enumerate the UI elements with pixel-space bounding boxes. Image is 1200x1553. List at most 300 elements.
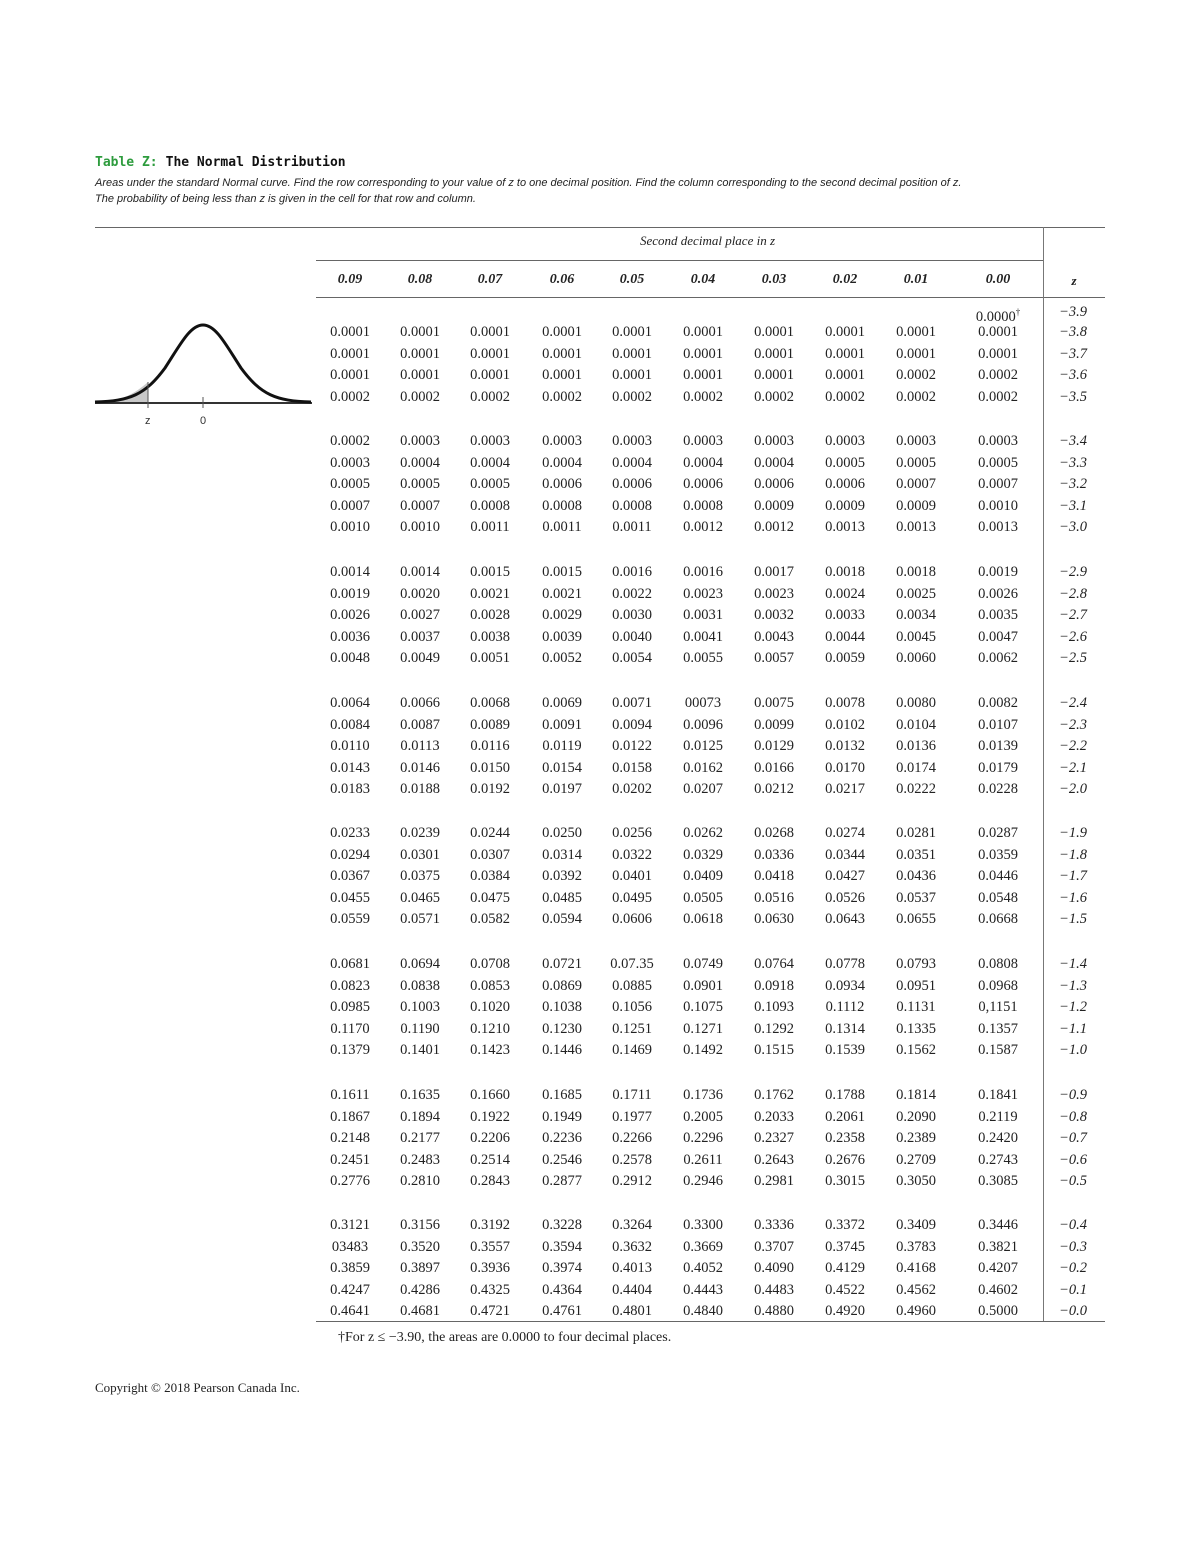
table-heading	[95, 155, 346, 170]
z-column-header: z	[1071, 273, 1077, 288]
table-cell: 0.1977	[612, 1108, 652, 1125]
table-cell: 0.0044	[825, 628, 865, 645]
table-cell: 0.0681	[330, 956, 370, 972]
table-cell: 0.1492	[683, 1042, 723, 1058]
table-cell: 0.0005	[400, 476, 440, 492]
table-cell: 0.2709	[896, 1151, 936, 1168]
table-cell: 0.0003	[754, 433, 794, 449]
table-cell: 0.0869	[542, 977, 582, 994]
table-cell: 0.0001	[400, 345, 440, 362]
row-z-value: −2.0	[1059, 781, 1087, 797]
row-z-value: −2.3	[1059, 716, 1087, 733]
table-cell: 0.0314	[542, 846, 582, 863]
table-cell: 0.0548	[978, 889, 1018, 906]
table-cell: 0.0052	[542, 650, 582, 666]
table-cell: 0.0668	[978, 911, 1018, 927]
table-cell: 0.0003	[542, 433, 582, 449]
table-cell: 0.0197	[542, 781, 582, 797]
table-cell: 0.0250	[542, 825, 582, 841]
table-cell: 0.1685	[542, 1087, 582, 1103]
table-cell: 0.0017	[754, 564, 794, 580]
table-cell: 0.0012	[683, 519, 723, 535]
table-cell: 0.0188	[400, 781, 440, 797]
table-cell: 0.0901	[683, 977, 723, 994]
table-cell: 0.0008	[470, 497, 510, 514]
table-title: The Normal Distribution	[165, 155, 346, 170]
table-cell: 0.0094	[612, 716, 652, 733]
description-line-1: Areas under the standard Normal curve. Find the row corresponding to your value of z to one decimal position. Find the column corresponding to the second decimal position of z.	[95, 177, 962, 189]
table-cell: 0.1867	[330, 1108, 370, 1125]
table-cell: 0.3707	[754, 1238, 794, 1255]
table-cell: 0.2266	[612, 1130, 652, 1146]
table-cell: 0.2420	[978, 1130, 1018, 1146]
table-cell: 0.2578	[612, 1151, 652, 1168]
table-cell: 0.0001	[470, 324, 510, 340]
table-cell: 0.0001	[896, 345, 936, 362]
table-cell: 0.0040	[612, 628, 652, 645]
table-cell: 0.0001	[612, 345, 652, 362]
table-cell: 0.4761	[542, 1303, 582, 1319]
table-cell: 0.0028	[470, 607, 510, 623]
table-cell: 0.4247	[330, 1281, 370, 1298]
table-cell: 0.3821	[978, 1238, 1018, 1255]
table-cell: 0.0036	[330, 628, 370, 645]
table-cell: 0.0048	[330, 650, 370, 666]
table-cell: 0.0359	[978, 846, 1018, 863]
table-cell: 0.4207	[978, 1260, 1018, 1276]
table-cell: 0.0001	[683, 324, 723, 340]
table-cell: 0.0026	[978, 585, 1018, 602]
table-cell: 0.0008	[683, 497, 723, 514]
table-cell: 0.0183	[330, 781, 370, 797]
table-cell: 0.0594	[542, 911, 582, 927]
table-cell: 0.0001	[896, 324, 936, 340]
table-cell: 0.0166	[754, 759, 794, 776]
table-cell: 0.2327	[754, 1130, 794, 1146]
table-cell: 0.4641	[330, 1303, 370, 1319]
row-z-value: −2.1	[1059, 759, 1087, 776]
table-cell: 0.0001	[330, 367, 370, 383]
first-row-number: 0.0000	[975, 308, 1016, 325]
normal-curve-figure	[90, 300, 320, 430]
table-cell: 0.2643	[754, 1151, 794, 1168]
table-cell: 0.0039	[542, 628, 582, 645]
table-cell: 0.0001	[978, 324, 1018, 340]
table-cell: 0.0003	[978, 433, 1018, 449]
table-cell: 0.0244	[470, 825, 510, 841]
table-cell: 0.2776	[330, 1173, 370, 1189]
table-cell: 0.2981	[754, 1173, 794, 1189]
table-cell: 0.1056	[612, 999, 652, 1015]
table-cell: 0.0002	[683, 388, 723, 405]
table-cell: 0.0006	[683, 476, 723, 492]
table-cell: 0.4960	[896, 1303, 936, 1319]
column-header: 0.01	[903, 272, 929, 287]
table-cell: 0.0001	[612, 324, 652, 340]
table-cell: 0.0038	[470, 628, 510, 645]
table-cell: 0.2946	[683, 1173, 723, 1189]
table-cell: 0.0401	[612, 868, 652, 884]
table-cell: 0.1314	[825, 1020, 865, 1037]
table-cell: 0.1251	[612, 1020, 652, 1037]
table-cell: 0.3050	[896, 1173, 936, 1189]
bell-curve	[95, 325, 311, 402]
table-cell: 0.0582	[470, 911, 510, 927]
table-cell: 0.4052	[683, 1260, 723, 1276]
row-z-value: −1.0	[1059, 1042, 1087, 1058]
table-cell: 0.1112	[825, 999, 865, 1015]
table-cell: 0.2483	[400, 1151, 440, 1168]
table-cell: 0.0375	[400, 868, 440, 884]
table-cell: 0.0409	[683, 868, 723, 884]
table-cell: 0.0006	[825, 476, 865, 492]
curve-z-label: z	[145, 415, 151, 427]
table-cell: 0.1539	[825, 1042, 865, 1058]
table-cell: 0.4483	[754, 1281, 794, 1298]
table-cell: 0.0643	[825, 911, 865, 927]
table-cell: 0.3745	[825, 1238, 865, 1255]
table-cell: 0.0051	[470, 650, 510, 666]
table-cell: 0.0233	[330, 825, 370, 841]
table-cell: 0.4325	[470, 1281, 510, 1298]
table-cell: 0.1587	[978, 1042, 1018, 1058]
table-cell: 0.4364	[542, 1281, 582, 1298]
table-cell: 0.0004	[542, 454, 582, 471]
table-cell: 0.0322	[612, 846, 652, 863]
table-cell: 0.0256	[612, 825, 652, 841]
table-cell: 0.0099	[754, 716, 794, 733]
table-cell: 0.0004	[754, 454, 794, 471]
table-cell: 0.2546	[542, 1151, 582, 1168]
table-cell: 0.3520	[400, 1238, 440, 1255]
table-cell: 0.1020	[470, 999, 510, 1015]
table-cell: 0.0571	[400, 911, 440, 927]
table-cell: 0.2236	[542, 1130, 582, 1146]
table-cell: 0.0069	[542, 695, 582, 711]
table-cell: 0.0005	[825, 454, 865, 471]
table-cell: 0.0793	[896, 956, 936, 972]
table-cell: 0.2676	[825, 1151, 865, 1168]
table-cell: 0.2389	[896, 1130, 936, 1146]
table-cell: 0.4286	[400, 1281, 440, 1298]
table-cell: 0.2611	[683, 1151, 723, 1168]
table-cell: 0.0029	[542, 607, 582, 623]
table-cell: 0.0003	[683, 433, 723, 449]
table-cell: 0.2061	[825, 1108, 865, 1125]
table-cell: 0.0010	[978, 497, 1018, 514]
table-cell: 0.0007	[896, 476, 936, 492]
table-cell: 0.0139	[978, 738, 1018, 754]
table-cell: 0.0054	[612, 650, 652, 666]
table-cell: 0.1814	[896, 1087, 936, 1103]
table-cell: 0.0934	[825, 977, 865, 994]
table-cell: 0.0968	[978, 977, 1018, 994]
table-cell: 0.3300	[683, 1217, 723, 1233]
table-cell: 0.0025	[896, 585, 936, 602]
table-cell: 0.3228	[542, 1217, 582, 1233]
table-cell: 0.0003	[400, 433, 440, 449]
table-cell: 0.0274	[825, 825, 865, 841]
table-cell: 0.4721	[470, 1303, 510, 1319]
table-cell: 0.0630	[754, 911, 794, 927]
table-cell: 0.0014	[400, 564, 440, 580]
table-cell: 0.0446	[978, 868, 1018, 884]
table-cell: 0.0262	[683, 825, 723, 841]
table-cell: 0.0495	[612, 889, 652, 906]
table-cell: 0.0212	[754, 781, 794, 797]
super-header: Second decimal place in z	[640, 233, 776, 248]
table-cell: 0.0853	[470, 977, 510, 994]
table-cell: 0.0003	[825, 433, 865, 449]
table-cell: 0.0023	[754, 585, 794, 602]
table-cell: 0.0010	[400, 519, 440, 535]
table-cell: 0.0089	[470, 716, 510, 733]
table-cell: 0.0005	[330, 476, 370, 492]
table-cell: 0.1075	[683, 999, 723, 1015]
table-cell: 0.0057	[754, 650, 794, 666]
table-cell: 0.3015	[825, 1173, 865, 1189]
table-cell: 0.1401	[400, 1042, 440, 1058]
table-cell: 0.3192	[470, 1217, 510, 1233]
table-cell: 0.1922	[470, 1108, 510, 1125]
table-cell: 0.1093	[754, 999, 794, 1015]
column-header: 0.03	[761, 272, 787, 287]
footnote: †For z ≤ −3.90, the areas are 0.0000 to four decimal places.	[338, 1330, 672, 1345]
table-cell: 0.07.35	[610, 956, 654, 972]
table-cell: 0.2743	[978, 1151, 1018, 1168]
table-cell: 0.1635	[400, 1087, 440, 1103]
table-cell: 0.0239	[400, 825, 440, 841]
table-cell: 0.0091	[542, 716, 582, 733]
table-cell: 0.0008	[542, 497, 582, 514]
table-cell: 0.0119	[542, 738, 582, 754]
table-cell: 0.2296	[683, 1130, 723, 1146]
table-cell: 0.0192	[470, 781, 510, 797]
table-cell: 0.0062	[978, 650, 1018, 666]
table-cell: 0.0217	[825, 781, 865, 797]
table-cell: 0.2206	[470, 1130, 510, 1146]
table-cell: 0.3669	[683, 1238, 723, 1255]
table-cell: 0.0049	[400, 650, 440, 666]
table-cell: 0.0060	[896, 650, 936, 666]
column-header: 0.08	[407, 272, 433, 287]
table-cell: 0.2005	[683, 1108, 723, 1125]
table-cell: 0.0005	[470, 476, 510, 492]
table-cell: 0.0003	[896, 433, 936, 449]
table-cell: 0.0392	[542, 868, 582, 884]
table-cell: 0.1736	[683, 1087, 723, 1103]
table-cell: 0.0104	[896, 716, 936, 733]
table-cell: 0.0011	[612, 519, 652, 535]
table-cell: 0.0125	[683, 738, 723, 754]
row-z-value: −1.4	[1059, 956, 1087, 972]
table-cell: 0.0016	[683, 564, 723, 580]
table-cell: 0.4443	[683, 1281, 723, 1298]
row-z-value: −3.5	[1059, 388, 1087, 405]
table-cell: 0.0059	[825, 650, 865, 666]
table-cell: 0.0020	[400, 585, 440, 602]
table-cell: 0.0007	[330, 497, 370, 514]
table-cell: 0.0721	[542, 956, 582, 972]
table-cell: 0.0823	[330, 977, 370, 994]
description-line-2: The probability of being less than z is given in the cell for that row and column.	[95, 193, 476, 205]
table-cell: 0.0003	[612, 433, 652, 449]
table-cell: 0.0505	[683, 889, 723, 906]
row-z-value: −0.3	[1059, 1238, 1087, 1255]
table-cell: 0.0005	[896, 454, 936, 471]
table-cell: 0.1841	[978, 1087, 1018, 1103]
header-mid-rule	[316, 260, 1044, 261]
table-cell: 0.0055	[683, 650, 723, 666]
table-cell: 0.0001	[542, 367, 582, 383]
row-z-value: −2.2	[1059, 738, 1087, 754]
table-cell: 0.4681	[400, 1303, 440, 1319]
table-cell: 0.3897	[400, 1260, 440, 1276]
table-cell: 0.0207	[683, 781, 723, 797]
table-cell: 0.0113	[400, 738, 440, 754]
table-cell: 0.0102	[825, 716, 865, 733]
table-cell: 0.3156	[400, 1217, 440, 1233]
table-cell: 0.4920	[825, 1303, 865, 1319]
table-cell: 0.0294	[330, 846, 370, 863]
table-cell: 0.0082	[978, 695, 1018, 711]
row-z-value: −0.2	[1059, 1260, 1087, 1276]
table-cell: 0.4404	[612, 1281, 652, 1298]
row-z-value: −3.3	[1059, 454, 1087, 471]
table-cell: 0.0001	[754, 345, 794, 362]
table-cell: 0.0003	[470, 433, 510, 449]
table-cell: 0.0009	[825, 497, 865, 514]
table-cell: 0.0002	[542, 388, 582, 405]
table-cell: 0.0002	[400, 388, 440, 405]
row-z-value: −1.6	[1059, 889, 1087, 906]
table-cell: 0.0002	[754, 388, 794, 405]
table-cell: 0,1151	[978, 999, 1018, 1015]
table-cell: 0.0268	[754, 825, 794, 841]
table-cell: 0.4801	[612, 1303, 652, 1319]
table-cell: 0.0150	[470, 759, 510, 776]
table-cell: 0.0021	[470, 585, 510, 602]
table-cell: 0.1660	[470, 1087, 510, 1103]
table-cell: 0.1003	[400, 999, 440, 1015]
table-cell: 0.3446	[978, 1217, 1018, 1233]
table-cell: 0.0037	[400, 628, 440, 645]
table-cell: 0.0045	[896, 628, 936, 645]
table-cell: 0.4880	[754, 1303, 794, 1319]
table-cell: 0.1894	[400, 1108, 440, 1125]
table-cell: 0.0087	[400, 716, 440, 733]
table-cell: 0.1357	[978, 1020, 1018, 1037]
row-z-value: −0.9	[1059, 1087, 1087, 1103]
table-label: Table Z:	[95, 155, 158, 170]
table-cell: 0.0075	[754, 695, 794, 711]
table-cell: 0.0034	[896, 607, 936, 623]
table-cell: 0.0001	[683, 367, 723, 383]
table-cell: 0.3372	[825, 1217, 865, 1233]
row-z-value: −3.2	[1059, 476, 1087, 492]
table-cell: 0.0004	[683, 454, 723, 471]
table-cell: 0.3859	[330, 1260, 370, 1276]
row-z-value: −1.7	[1059, 868, 1087, 884]
table-cell: 0.0351	[896, 846, 936, 863]
table-cell: 0.0006	[754, 476, 794, 492]
table-cell: 0.0033	[825, 607, 865, 623]
table-cell: 0.1271	[683, 1020, 723, 1037]
table-cell: 0.0035	[978, 607, 1018, 623]
table-cell: 0.1515	[754, 1042, 794, 1058]
dagger-mark: †	[1015, 307, 1021, 317]
table-cell: 0.0002	[978, 388, 1018, 405]
table-cell: 0.0001	[754, 367, 794, 383]
table-cell: 0.0559	[330, 911, 370, 927]
table-cell: 0.0084	[330, 716, 370, 733]
table-cell: 0.0918	[754, 977, 794, 994]
table-cell: 0.1562	[896, 1042, 936, 1058]
table-cell: 0.0143	[330, 759, 370, 776]
table-cell: 0.0001	[400, 367, 440, 383]
table-cell: 0.3336	[754, 1217, 794, 1233]
table-cell: 0.0708	[470, 956, 510, 972]
table-cell: 0.0154	[542, 759, 582, 776]
table-cell: 0.4168	[896, 1260, 936, 1276]
table-cell: 0.0132	[825, 738, 865, 754]
row-z-value: −2.6	[1059, 628, 1087, 645]
table-cell: 0.0001	[470, 345, 510, 362]
table-cell: 0.1170	[330, 1020, 370, 1037]
table-cell: 0.0001	[542, 324, 582, 340]
table-cell: 0.0336	[754, 846, 794, 863]
table-cell: 0.1335	[896, 1020, 936, 1037]
table-cell: 0.0179	[978, 759, 1018, 776]
row-z-value: −1.1	[1059, 1020, 1087, 1037]
row-z-value: −2.8	[1059, 585, 1087, 602]
column-header: 0.02	[832, 272, 858, 287]
table-cell: 0.0006	[542, 476, 582, 492]
table-cell: 0.3557	[470, 1238, 510, 1255]
row-z-value: −1.9	[1059, 825, 1087, 841]
table-cell: 0.3121	[330, 1217, 370, 1233]
table-cell: 0.0222	[896, 781, 936, 797]
table-cell: 0.0078	[825, 695, 865, 711]
table-cell: 0.0001	[754, 324, 794, 340]
table-cell: 0.4602	[978, 1281, 1018, 1298]
table-cell: 0.4840	[683, 1303, 723, 1319]
table-cell: 0.3085	[978, 1173, 1018, 1189]
table-cell: 0.0004	[470, 454, 510, 471]
table-cell: 0.1131	[896, 999, 936, 1015]
header-bottom-rule	[316, 297, 1105, 298]
table-cell: 0.0043	[754, 628, 794, 645]
table-cell: 0.1210	[470, 1020, 510, 1037]
table-cell: 0.0301	[400, 846, 440, 863]
table-cell: 0.3594	[542, 1238, 582, 1255]
table-cell: 0.0016	[612, 564, 652, 580]
table-cell: 0.0202	[612, 781, 652, 797]
table-cell: 0.0024	[825, 585, 865, 602]
table-cell: 0.3783	[896, 1238, 936, 1255]
table-cell: 0.0003	[330, 454, 370, 471]
table-cell: 0.0068	[470, 695, 510, 711]
table-cell: 0.0001	[470, 367, 510, 383]
table-cell: 0.0001	[825, 345, 865, 362]
table-cell: 0.0002	[470, 388, 510, 405]
table-top-rule	[95, 227, 1105, 228]
table-cell: 0.0465	[400, 889, 440, 906]
table-cell: 0.2451	[330, 1151, 370, 1168]
table-cell: 0.0307	[470, 846, 510, 863]
table-cell: 0.0004	[612, 454, 652, 471]
table-cell: 0.0384	[470, 868, 510, 884]
